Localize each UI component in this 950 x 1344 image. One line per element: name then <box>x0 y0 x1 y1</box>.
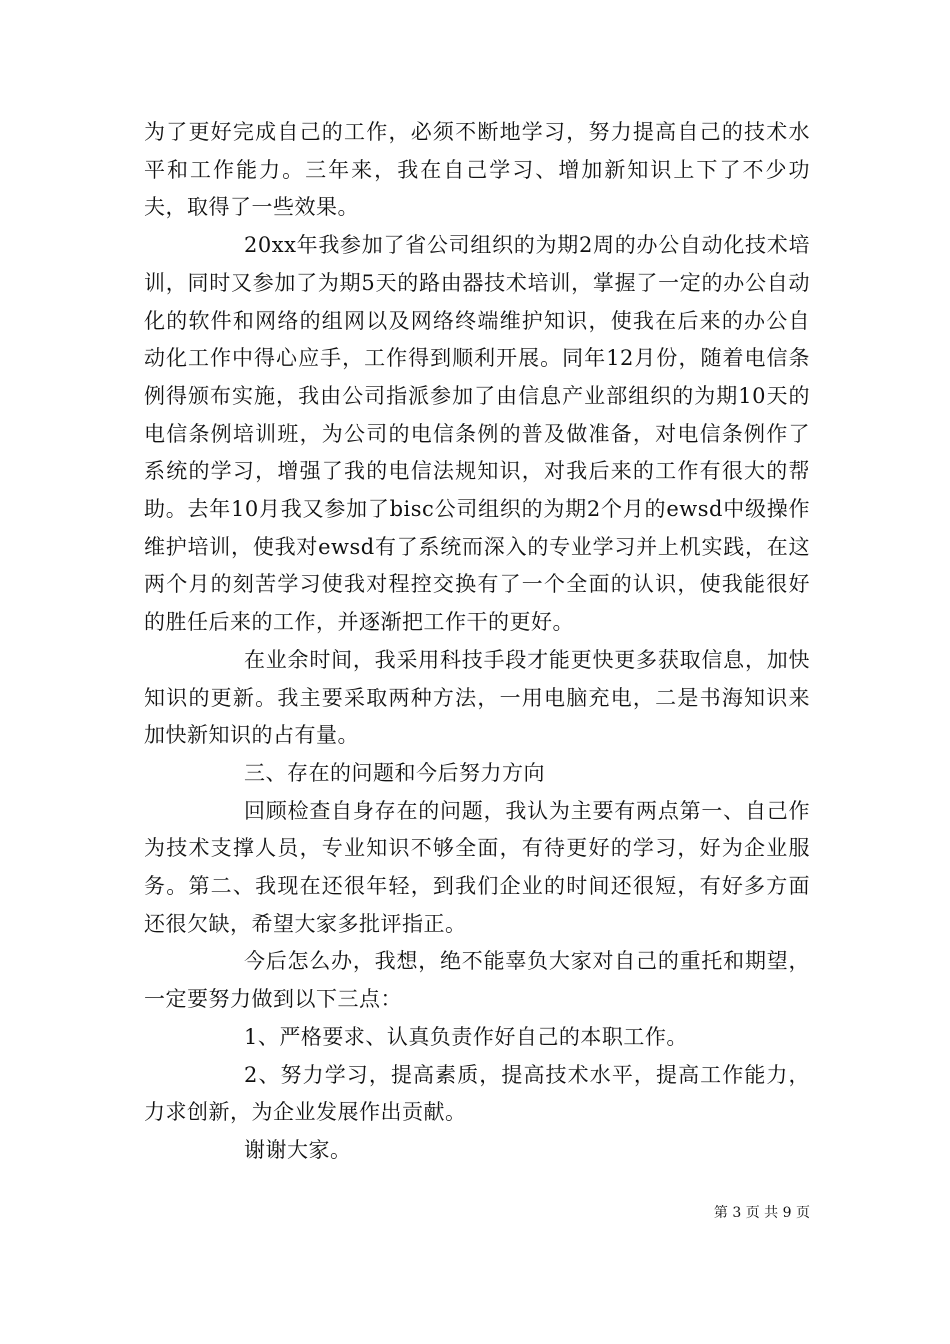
page-number-footer: 第 3 页 共 9 页 <box>713 1205 810 1221</box>
paragraph-thanks: 谢谢大家。 <box>244 1137 352 1162</box>
paragraph-self-study-intro: 为了更好完成自己的工作，必须不断地学习，努力提高自己的技术水平和工作能力。三年来，我在自己学习、增加新知识上下了不少功夫，取得了一些效果。 <box>144 120 810 220</box>
section-heading-problems: 三、存在的问题和今后努力方向 <box>244 760 545 785</box>
list-item-2: 2、努力学习，提高素质，提高技术水平，提高工作能力，力求创新，为企业发展作出贡献。 <box>144 1062 810 1125</box>
paragraph-spare-time-learning: 在业余时间，我采用科技手段才能更快更多获取信息，加快知识的更新。我主要采取两种方法，一用电脑充电，二是书海知识来加快新知识的占有量。 <box>144 647 810 748</box>
paragraph-training-history: 20xx年我参加了省公司组织的为期2周的办公自动化技术培训，同时又参加了为期5天的路由器技术培训，掌握了一定的办公自动化的软件和网络的组网以及网络终端维护知识，使我在后来的办公自动化工作中得心应手，工作得到顺利开展。同年12月份，随着电信条例得颁布实施，我由公司指派参加了由信息产业部组织的为期10天的电信条例培训班，为公司的电信条例的普及做准备，对电信条例作了系统的学习，增强了我的电信法规知识，对我后来的工作有很大的帮助。去年10月我又参加了bisc公司组织的为期2个月的ewsd中级操作维护培训，使我对ewsd有了系统而深入的专业学习并上机实践，在这两个月的刻苦学习使我对程控交换有了一个全面的认识，使我能很好的胜任后来的工作，并逐渐把工作干的更好。 <box>144 233 810 635</box>
paragraph-problems-review: 回顾检查自身存在的问题，我认为主要有两点第一、自己作为技术支撑人员，专业知识不够全面，有待更好的学习，好为企业服务。第二、我现在还很年轻，到我们企业的时间还很短，有好多方面还很欠缺，希望大家多批评指正。 <box>144 798 810 936</box>
paragraph-future-plan: 今后怎么办，我想，绝不能辜负大家对自己的重托和期望，一定要努力做到以下三点： <box>144 949 810 1012</box>
list-item-1: 1、严格要求、认真负责作好自己的本职工作。 <box>244 1024 688 1049</box>
document-body <box>144 114 810 1170</box>
